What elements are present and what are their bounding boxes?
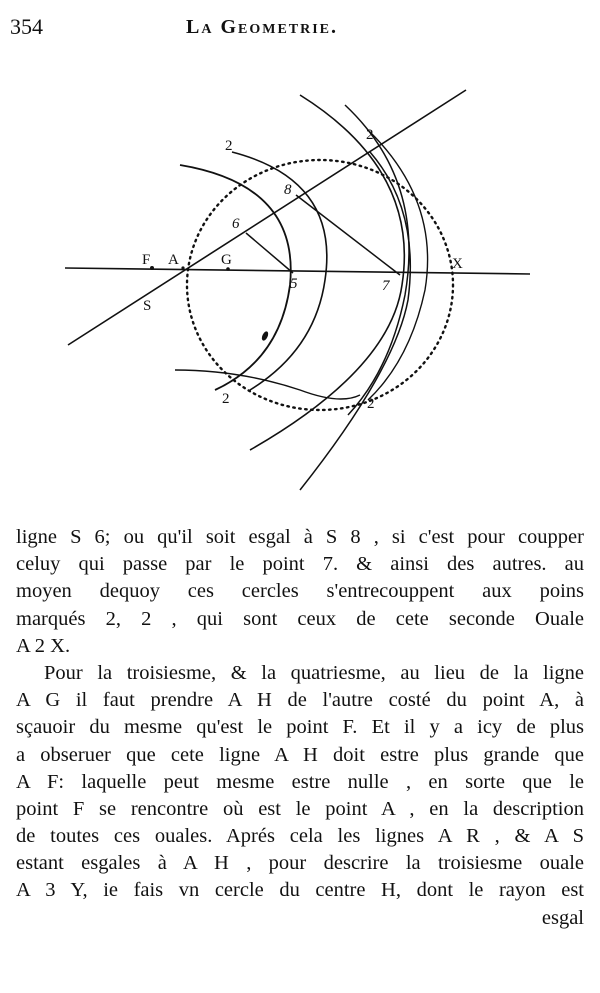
label-2-bottom-right: 2 [367,396,375,412]
right-arc-4 [368,130,428,400]
bottom-arc-left [175,370,360,399]
text-line: sçauoir du mesme qu'est le point F. Et il y a icy de plus [16,716,584,739]
dotted-oval [187,160,453,410]
text-line: A G il faut prendre A H de l'autre costé du point A, à [16,689,584,712]
point-A [181,266,184,269]
segment-8-7 [296,195,400,275]
text-line: ligne S 6; ou qu'il soit esgal à S 8 , si c'est pour coupper [16,526,584,548]
label-2-top-right: 2 [366,127,374,143]
text-line: marqués 2, 2 , qui sont ceux de cete seconde Ouale [16,607,584,630]
text-line: celuy qui passe par le point 7. & ainsi des autres. au [16,553,584,576]
label-X: X [452,256,463,272]
geometric-figure [0,70,600,510]
left-arc-outer [180,165,291,390]
page-header [0,14,600,44]
running-title: La Geometrie. [186,16,339,38]
label-2-bottom-left: 2 [222,391,230,407]
text-line: moyen dequoy ces cercles s'entrecouppent aux poins [16,580,584,603]
label-S: S [143,298,152,314]
oval-construction-diagram [0,70,600,510]
label-G: G [221,252,232,268]
ink-mark [261,330,270,341]
text-line: Pour la troisiesme, & la quatriesme, au lieu de la ligne [44,661,584,684]
label-2-top-left: 2 [225,138,233,154]
text-line: A 2 X. [16,634,71,657]
point-F [150,266,154,270]
label-8: 8 [284,182,292,198]
text-line: a obseruer que cete ligne A H doit estre plus grande que [16,743,584,766]
text-line: de toutes ces ouales. Aprés cela les lignes A R , & A S [16,825,584,848]
page-number: 354 [10,14,43,39]
label-A: A [168,252,179,268]
label-7: 7 [382,278,390,294]
text-line: point F se rencontre où est le point A , en la description [16,797,584,820]
label-6: 6 [232,216,240,232]
text-line: A 3 Y, ie fais vn cercle du centre H, dont le rayon est [16,879,584,902]
text-line: estant esgales à A H , pour descrire la troisiesme ouale [16,852,584,875]
label-F: F [142,252,151,268]
text-line: A F: laquelle peut mesme estre nulle , en sorte que le [16,770,584,793]
label-5: 5 [290,276,298,292]
right-arc-2 [345,105,409,415]
right-arc-3 [300,152,410,490]
body-text [16,524,584,932]
catchword: esgal [541,906,584,929]
